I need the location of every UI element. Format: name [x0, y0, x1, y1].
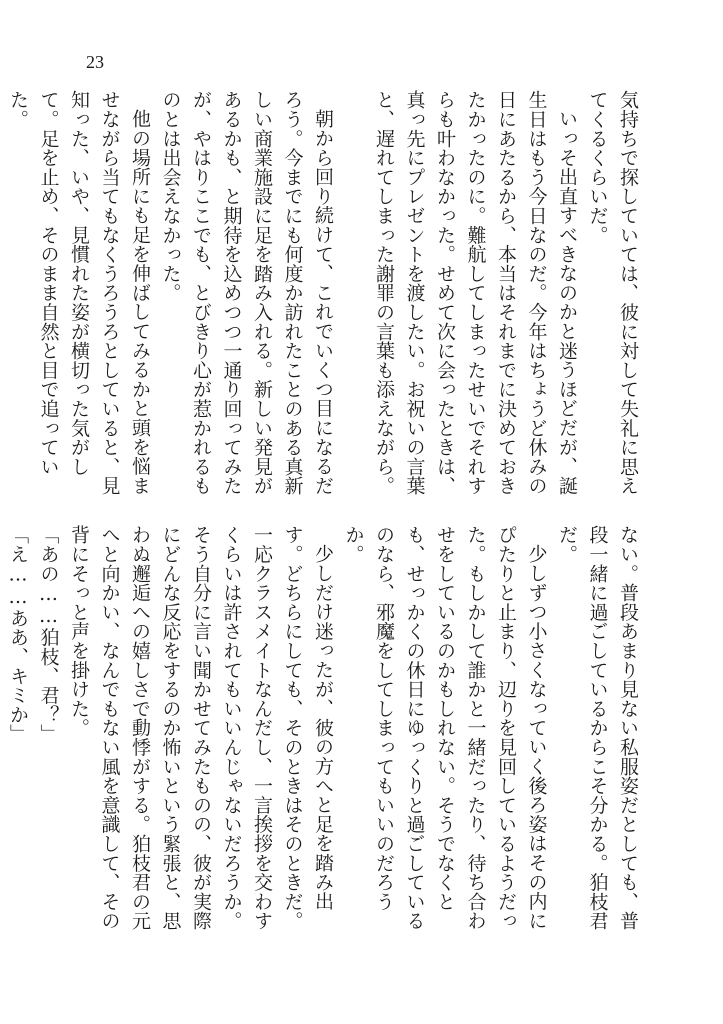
paragraph: いっそ出直すべきなのかと迷うほどだが、誕生日はもう今日なのだ。今年はちょうど休みの日にあたるから、本当はそれまでに決めておきたかったのに。難航してしまったせいでそれすらも叶わなかった。せめて次に会ったときは、真っ先にプレゼントを渡したい。お祝いの言葉と、遅れてしまった謝罪の言葉も添えながら。 — [373, 90, 578, 496]
paragraph: 少しずつ小さくなっていく後ろ姿はその内にぴたりと止まり、辺りを見回しているようだった。もしかして誰かと一緒だったり、待ち合わせをしているのかもしれない。そうでなくとも、せっかくの休日にゆっくりと過ごしているのなら、邪魔をしてしまってもいいのだろうか。 — [342, 525, 548, 931]
paragraph: 気持ちで探していては、彼に対して失礼に思えてくるくらいだ。 — [586, 90, 639, 496]
paragraph: ない。普段あまり見ない私服姿だとしても、普段一緒に過ごしているからこそ分かる。狛枝君だ。 — [556, 525, 639, 931]
text-block-lower — [7, 525, 643, 935]
paragraph: 少しだけ迷ったが、彼の方へと足を踏み出す。どちらにしても、そのときはそのときだ。一応クラスメイトなんだし、一言挨拶を交わすくらいは許されてもいいんじゃないだろうか。そう自分に言い聞かせてみたものの、彼が実際にどんな反応をするのか怖いという緊張と、思わぬ邂逅への嬉しさで動悸がする。狛枝君の元へと向かい、なんでもない風を意識して、その背にそっと声を掛けた。 — [68, 525, 334, 931]
dialogue-line: 「あの……狛枝、君？」 — [37, 525, 60, 744]
dialogue-line: 「え……ああ、キミか」 — [7, 525, 29, 744]
page-number: 23 — [86, 52, 104, 72]
paragraph — [0, 90, 3, 500]
blank-line — [338, 90, 369, 500]
text-block-upper — [7, 90, 643, 500]
paragraph: 他の場所にも足を伸ばしてみるかと頭を悩ませながら当てもなくうろうろとしていると、見知った、いや、見慣れた姿が横切った気がして。足を止め、そのまま自然と目で追っていた。 — [7, 90, 151, 496]
paragraph — [0, 525, 3, 935]
paragraph: 朝から回り続けて、これでいくつ目になるだろう。今までにも何度か訪れたことのある真新しい商業施設に足を踏み入れる。新しい発見があるかも、と期待を込めつつ一通り回ってみたが、やはりここでも、とびきり心が惹かれるものとは出会えなかった。 — [159, 90, 334, 496]
